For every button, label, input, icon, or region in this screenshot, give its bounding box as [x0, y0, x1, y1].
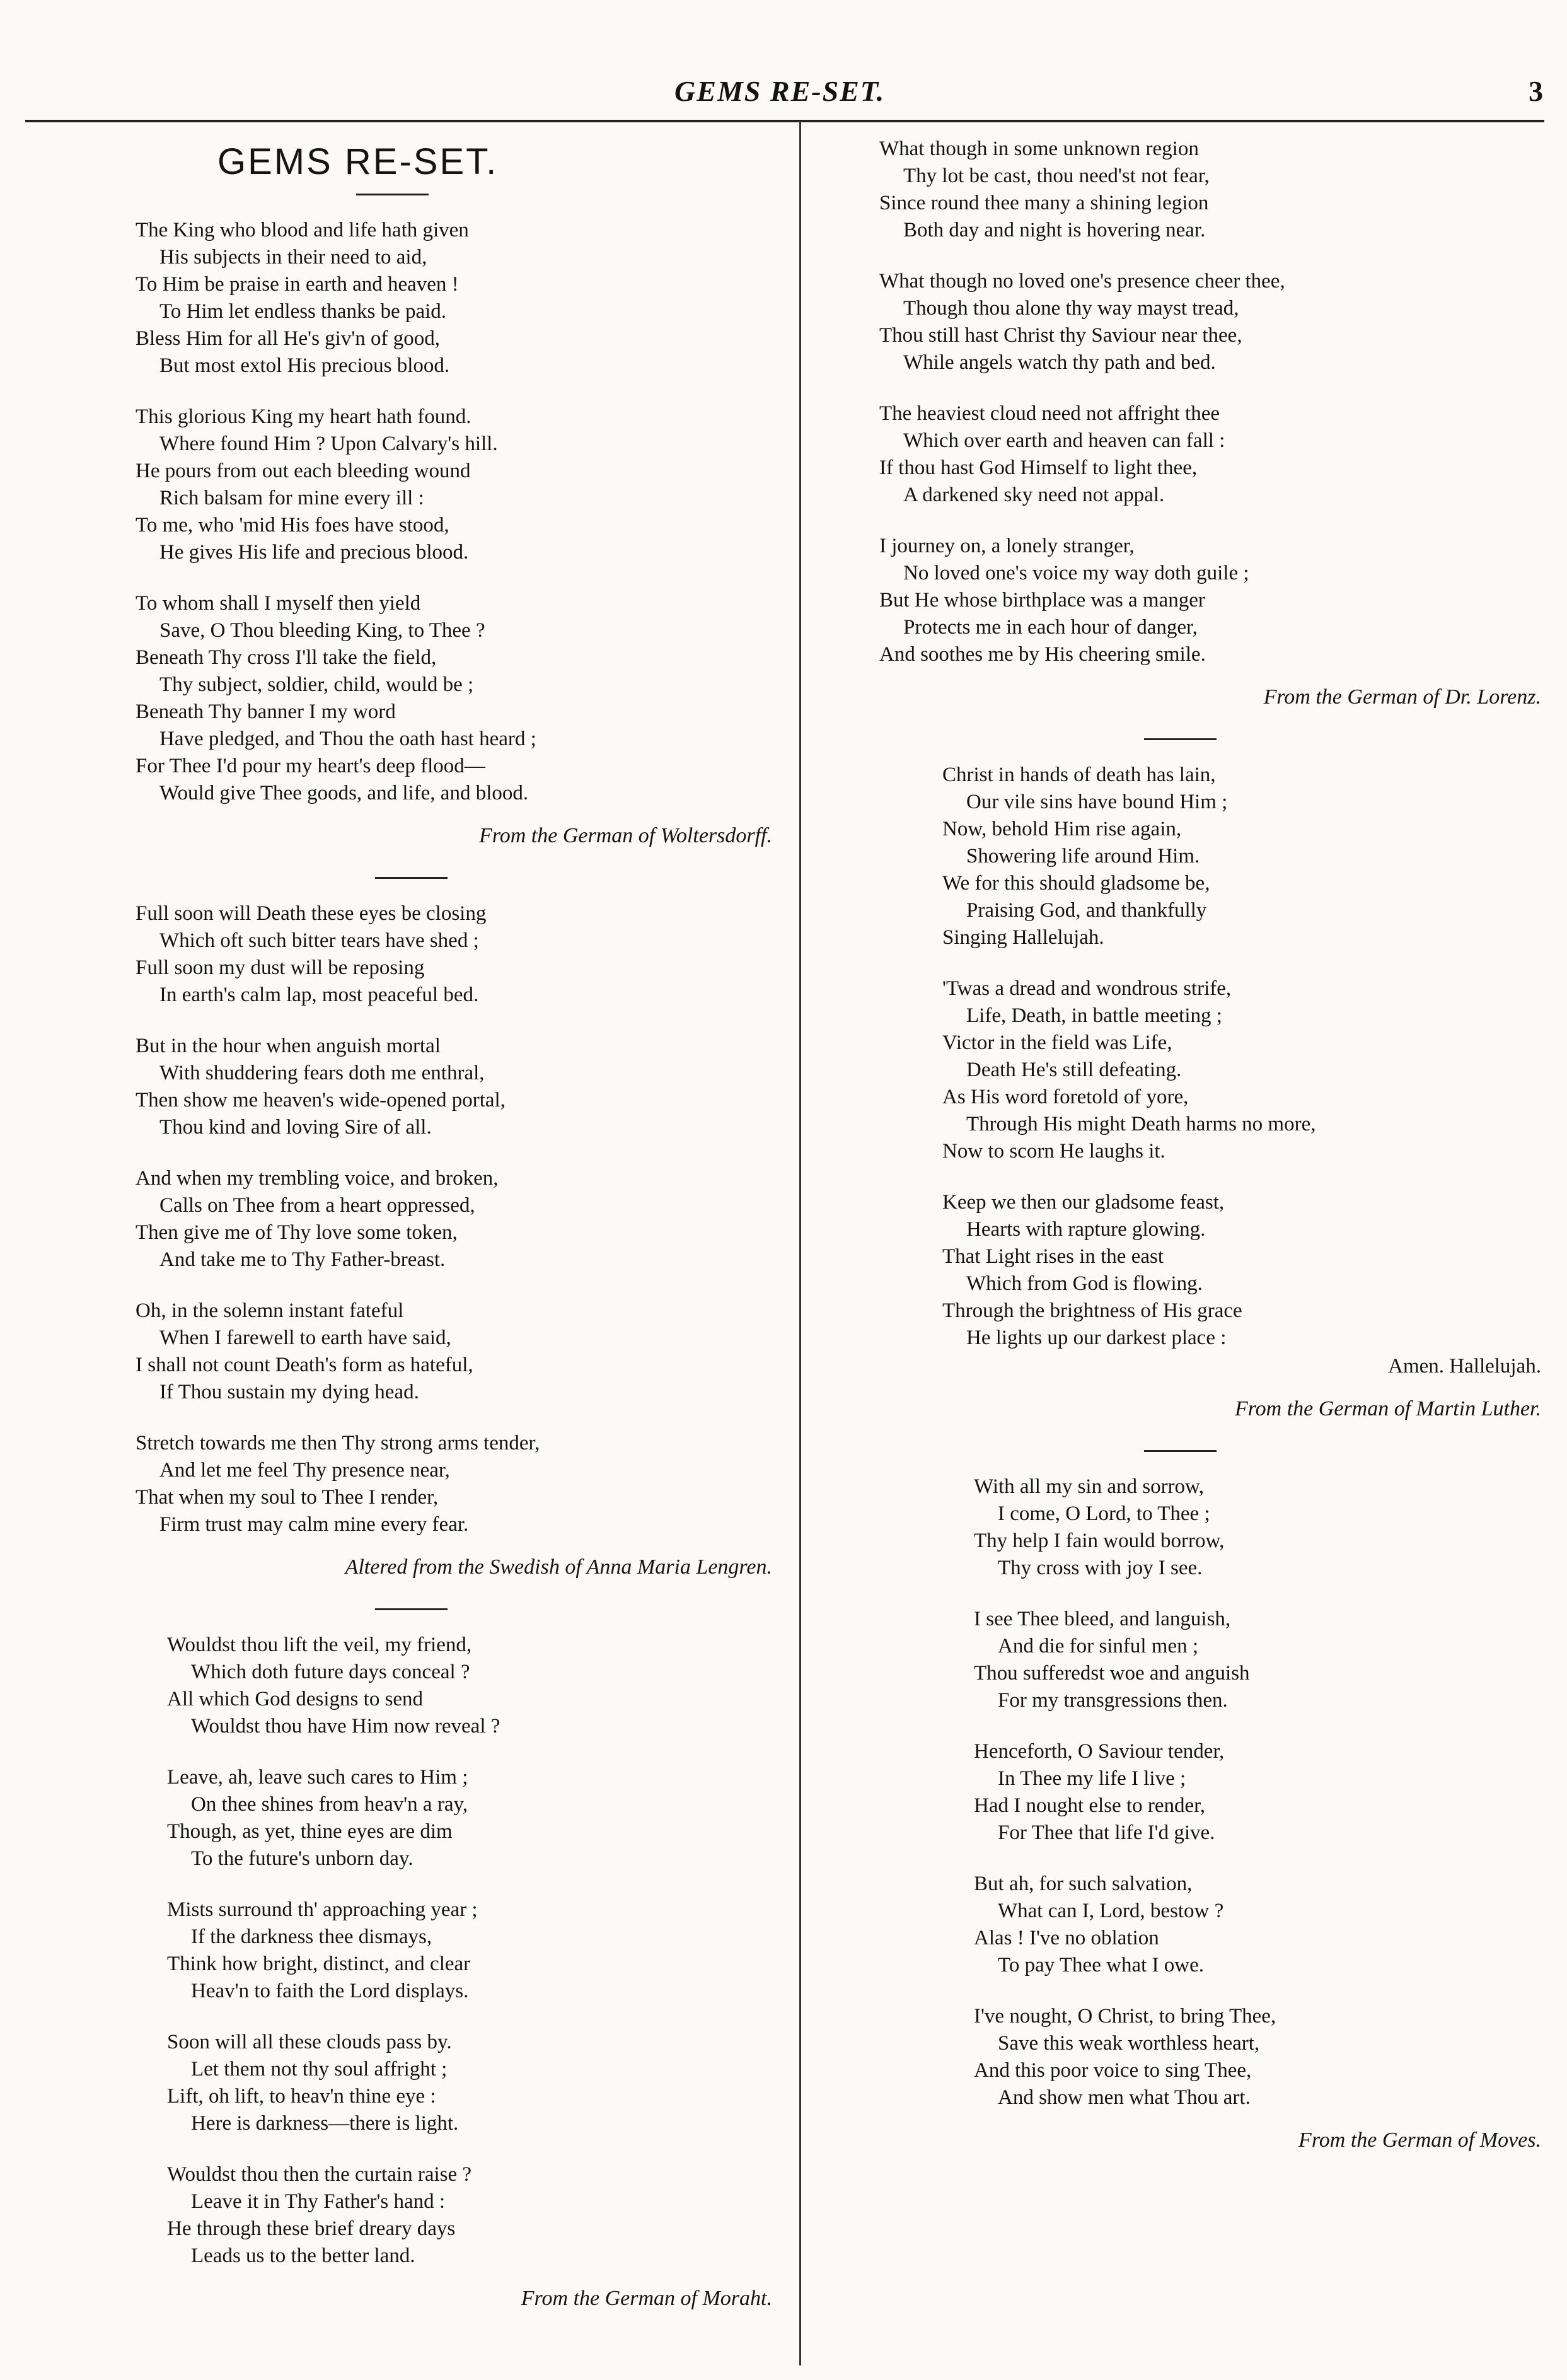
verse-line: When I farewell to earth have said,	[159, 1326, 451, 1349]
verse-line: Which from God is flowing.	[966, 1272, 1203, 1295]
stanza	[136, 1297, 772, 1406]
stanza	[879, 533, 1541, 668]
stanza	[167, 2161, 772, 2270]
stanza	[942, 1189, 1541, 1380]
stanza	[974, 2003, 1541, 2111]
verse-line: Death He's still defeating.	[966, 1059, 1182, 1081]
verse-line: Christ in hands of death has lain,	[942, 763, 1216, 786]
stanza	[942, 762, 1541, 951]
stanza	[136, 900, 772, 1009]
verse-line: And this poor voice to sing Thee,	[974, 2059, 1252, 2082]
verse-line: Hearts with rapture glowing.	[966, 1218, 1206, 1241]
verse-line: I come, O Lord, to Thee ;	[998, 1502, 1210, 1525]
verse-line: Beneath Thy cross I'll take the field,	[136, 646, 437, 669]
verse-line: Calls on Thee from a heart oppressed,	[159, 1194, 475, 1217]
verse-line: To Him be praise in earth and heaven !	[136, 273, 459, 296]
verse-line: The heaviest cloud need not affright thee	[879, 402, 1220, 425]
verse-line: He lights up our darkest place :	[966, 1326, 1227, 1349]
section-rule	[1144, 1450, 1217, 1452]
verse-line: But in the hour when anguish mortal	[136, 1035, 441, 1057]
verse-line: Thy help I fain would borrow,	[974, 1530, 1225, 1552]
poem-sorrow	[974, 1473, 1541, 2154]
verse-line: Thou sufferedst woe and anguish	[974, 1662, 1250, 1685]
stanza	[136, 403, 772, 566]
verse-line: I've nought, O Christ, to bring Thee,	[974, 2005, 1276, 2028]
verse-line: If the darkness thee dismays,	[191, 1925, 432, 1948]
verse-line: Victor in the field was Life,	[942, 1031, 1172, 1054]
verse-line: Oh, in the solemn instant fateful	[136, 1299, 404, 1322]
verse-line: Lift, oh lift, to heav'n thine eye :	[167, 2085, 436, 2108]
verse-line: Showering life around Him.	[966, 845, 1200, 868]
poem-death	[136, 900, 772, 1581]
verse-line: That Light rises in the east	[942, 1245, 1164, 1268]
verse-line: Had I nought else to render,	[974, 1794, 1206, 1817]
verse-line: For Thee I'd pour my heart's deep flood—	[136, 755, 485, 777]
verse-line: Think how bright, distinct, and clear	[167, 1953, 471, 1975]
verse-line: Since round thee many a shining legion	[879, 192, 1209, 214]
stanza	[879, 268, 1541, 376]
verse-line: Thy lot be cast, thou need'st not fear,	[903, 165, 1210, 187]
verse-line: But most extol His precious blood.	[159, 354, 450, 377]
verse-line: Leave it in Thy Father's hand :	[191, 2190, 446, 2213]
verse-line: Full soon my dust will be reposing	[136, 956, 425, 979]
verse-line: Then give me of Thy love some token,	[136, 1221, 458, 1244]
verse-line: Full soon will Death these eyes be closing	[136, 902, 487, 925]
verse-line: Leads us to the better land.	[191, 2244, 415, 2267]
verse-line: Which over earth and heaven can fall :	[903, 429, 1225, 452]
stanza	[167, 1632, 772, 1740]
verse-line: Would give Thee goods, and life, and blood.	[159, 782, 529, 804]
verse-line: Then show me heaven's wide-opened portal,	[136, 1089, 506, 1112]
verse-line: To Him let endless thanks be paid.	[159, 300, 447, 323]
verse-line: And let me feel Thy presence near,	[159, 1459, 450, 1482]
attribution: From the German of Moves.	[1298, 2128, 1541, 2152]
verse-line: Here is darkness—there is light.	[191, 2112, 459, 2135]
verse-line: Beneath Thy banner I my word	[136, 700, 396, 723]
verse-line: Life, Death, in battle meeting ;	[966, 1004, 1222, 1027]
section-rule	[1144, 738, 1217, 740]
stanza	[136, 217, 772, 380]
verse-line: Henceforth, O Saviour tender,	[974, 1740, 1225, 1763]
verse-line: No loved one's voice my way doth guile ;	[903, 562, 1249, 584]
verse-line: Wouldst thou lift the veil, my friend,	[167, 1634, 472, 1656]
stanza	[879, 136, 1541, 244]
verse-line: His subjects in their need to aid,	[159, 246, 427, 269]
section-rule	[375, 877, 448, 879]
verse-line: Let them not thy soul affright ;	[191, 2058, 448, 2081]
attribution: From the German of Woltersdorff.	[479, 824, 772, 847]
running-title: GEMS RE-SET.	[674, 75, 886, 107]
stanza	[167, 1896, 772, 2005]
verse-line: Our vile sins have bound Him ;	[966, 791, 1228, 813]
verse-line: And take me to Thy Father-breast.	[159, 1248, 446, 1271]
verse-line: He gives His life and precious blood.	[159, 541, 469, 564]
stanza	[974, 1738, 1541, 1847]
verse-line: And soothes me by His cheering smile.	[879, 643, 1206, 666]
verse-line: Though, as yet, thine eyes are dim	[167, 1820, 453, 1843]
verse-line: What can I, Lord, bestow ?	[998, 1900, 1224, 1922]
verse-line: Heav'n to faith the Lord displays.	[191, 1980, 469, 2002]
verse-line: Save, O Thou bleeding King, to Thee ?	[159, 619, 485, 642]
verse-line: What though in some unknown region	[879, 137, 1199, 160]
amen-line: Amen. Hallelujah.	[1388, 1355, 1541, 1378]
verse-line: As His word foretold of yore,	[942, 1086, 1189, 1108]
stanza	[942, 975, 1541, 1165]
verse-line: Singing Hallelujah.	[942, 926, 1104, 949]
column-divider	[799, 121, 801, 2365]
verse-line: Leave, ah, leave such cares to Him ;	[167, 1766, 468, 1789]
verse-line: If Thou sustain my dying head.	[159, 1381, 419, 1403]
verse-line: Keep we then our gladsome feast,	[942, 1191, 1225, 1214]
stanza	[879, 400, 1541, 509]
stanza	[136, 1165, 772, 1274]
verse-line: We for this should gladsome be,	[942, 872, 1210, 895]
verse-line: Which doth future days conceal ?	[191, 1661, 470, 1683]
left-column	[136, 136, 772, 2340]
verse-line: On thee shines from heav'n a ray,	[191, 1793, 468, 1816]
verse-line: He through these brief dreary days	[167, 2217, 456, 2240]
verse-line: In earth's calm lap, most peaceful bed.	[159, 984, 479, 1006]
stanza	[136, 1033, 772, 1141]
verse-line: Soon will all these clouds pass by.	[167, 2031, 452, 2053]
verse-line: 'Twas a dread and wondrous strife,	[942, 977, 1232, 1000]
verse-line: To pay Thee what I owe.	[998, 1954, 1204, 1977]
verse-line: Now to scorn He laughs it.	[942, 1140, 1165, 1163]
verse-line: I journey on, a lonely stranger,	[879, 535, 1135, 557]
verse-line: While angels watch thy path and bed.	[903, 351, 1216, 374]
verse-line: All which God designs to send	[167, 1688, 424, 1710]
stanza	[974, 1473, 1541, 1582]
verse-line: That when my soul to Thee I render,	[136, 1486, 439, 1509]
attribution: From the German of Martin Luther.	[1234, 1397, 1541, 1420]
verse-line: Bless Him for all He's giv'n of good,	[136, 327, 441, 350]
verse-line: He pours from out each bleeding wound	[136, 460, 471, 482]
verse-line: Have pledged, and Thou the oath hast heard ;	[159, 728, 536, 750]
stanza	[167, 2029, 772, 2137]
title-rule	[356, 194, 429, 195]
verse-line: This glorious King my heart hath found.	[136, 405, 471, 428]
verse-line: Thou still hast Christ thy Saviour near thee,	[879, 324, 1242, 347]
right-column	[879, 136, 1541, 2181]
verse-line: Through the brightness of His grace	[942, 1299, 1242, 1322]
verse-line: But ah, for such salvation,	[974, 1872, 1193, 1895]
poem-veil	[167, 1632, 772, 2312]
verse-line: What though no loved one's presence cheer thee,	[879, 270, 1285, 293]
verse-line: Stretch towards me then Thy strong arms tender,	[136, 1432, 540, 1454]
section-rule	[375, 1608, 448, 1610]
verse-line: Praising God, and thankfully	[966, 899, 1207, 922]
poem-easter	[942, 762, 1541, 1422]
page-title: GEMS RE-SET.	[217, 141, 499, 182]
verse-line: But He whose birthplace was a manger	[879, 589, 1205, 612]
verse-line: Now, behold Him rise again,	[942, 818, 1182, 840]
verse-line: Through His might Death harms no more,	[966, 1113, 1316, 1135]
verse-line: I shall not count Death's form as hateful,	[136, 1354, 473, 1376]
verse-line: Both day and night is hovering near.	[903, 219, 1206, 241]
verse-line: In Thee my life I live ;	[998, 1767, 1186, 1790]
verse-line: And die for sinful men ;	[998, 1635, 1199, 1657]
verse-line: And when my trembling voice, and broken,	[136, 1167, 499, 1190]
verse-line: I see Thee bleed, and languish,	[974, 1608, 1231, 1630]
verse-line: To whom shall I myself then yield	[136, 592, 421, 615]
verse-line: A darkened sky need not appal.	[903, 484, 1165, 506]
verse-line: Where found Him ? Upon Calvary's hill.	[159, 432, 498, 455]
verse-line: Thy subject, soldier, child, would be ;	[159, 673, 474, 696]
verse-line: Thou kind and loving Sire of all.	[159, 1116, 432, 1139]
page-number: 3	[1529, 75, 1543, 107]
poem-region	[879, 136, 1541, 711]
verse-line: Protects me in each hour of danger,	[903, 616, 1198, 639]
poem-king	[136, 217, 772, 849]
stanza	[136, 1430, 772, 1538]
header-rule	[25, 120, 1544, 122]
verse-line: Thy cross with joy I see.	[998, 1557, 1203, 1579]
verse-line: And show men what Thou art.	[998, 2086, 1251, 2109]
verse-line: Alas ! I've no oblation	[974, 1927, 1159, 1949]
verse-line: If thou hast God Himself to light thee,	[879, 456, 1198, 479]
verse-line: For Thee that life I'd give.	[998, 1821, 1215, 1844]
verse-line: To me, who 'mid His foes have stood,	[136, 514, 449, 537]
verse-line: Mists surround th' approaching year ;	[167, 1898, 478, 1921]
page-header	[25, 74, 1551, 125]
verse-line: Wouldst thou then the curtain raise ?	[167, 2163, 472, 2186]
stanza	[974, 1871, 1541, 1979]
stanza	[167, 1764, 772, 1872]
attribution: From the German of Moraht.	[521, 2287, 772, 2310]
verse-line: Save this weak worthless heart,	[998, 2032, 1260, 2055]
stanza	[136, 590, 772, 807]
attribution: Altered from the Swedish of Anna Maria Lengren.	[345, 1555, 772, 1579]
verse-line: With all my sin and sorrow,	[974, 1475, 1204, 1498]
verse-line: The King who blood and life hath given	[136, 219, 469, 241]
verse-line: Though thou alone thy way mayst tread,	[903, 297, 1239, 320]
verse-line: Wouldst thou have Him now reveal ?	[191, 1715, 500, 1738]
stanza	[974, 1606, 1541, 1714]
verse-line: Rich balsam for mine every ill :	[159, 487, 424, 509]
verse-line: Firm trust may calm mine every fear.	[159, 1513, 469, 1536]
verse-line: To the future's unborn day.	[191, 1847, 413, 1870]
verse-line: Which oft such bitter tears have shed ;	[159, 929, 479, 952]
verse-line: For my transgressions then.	[998, 1689, 1228, 1712]
verse-line: With shuddering fears doth me enthral,	[159, 1062, 485, 1084]
attribution: From the German of Dr. Lorenz.	[1263, 685, 1541, 709]
